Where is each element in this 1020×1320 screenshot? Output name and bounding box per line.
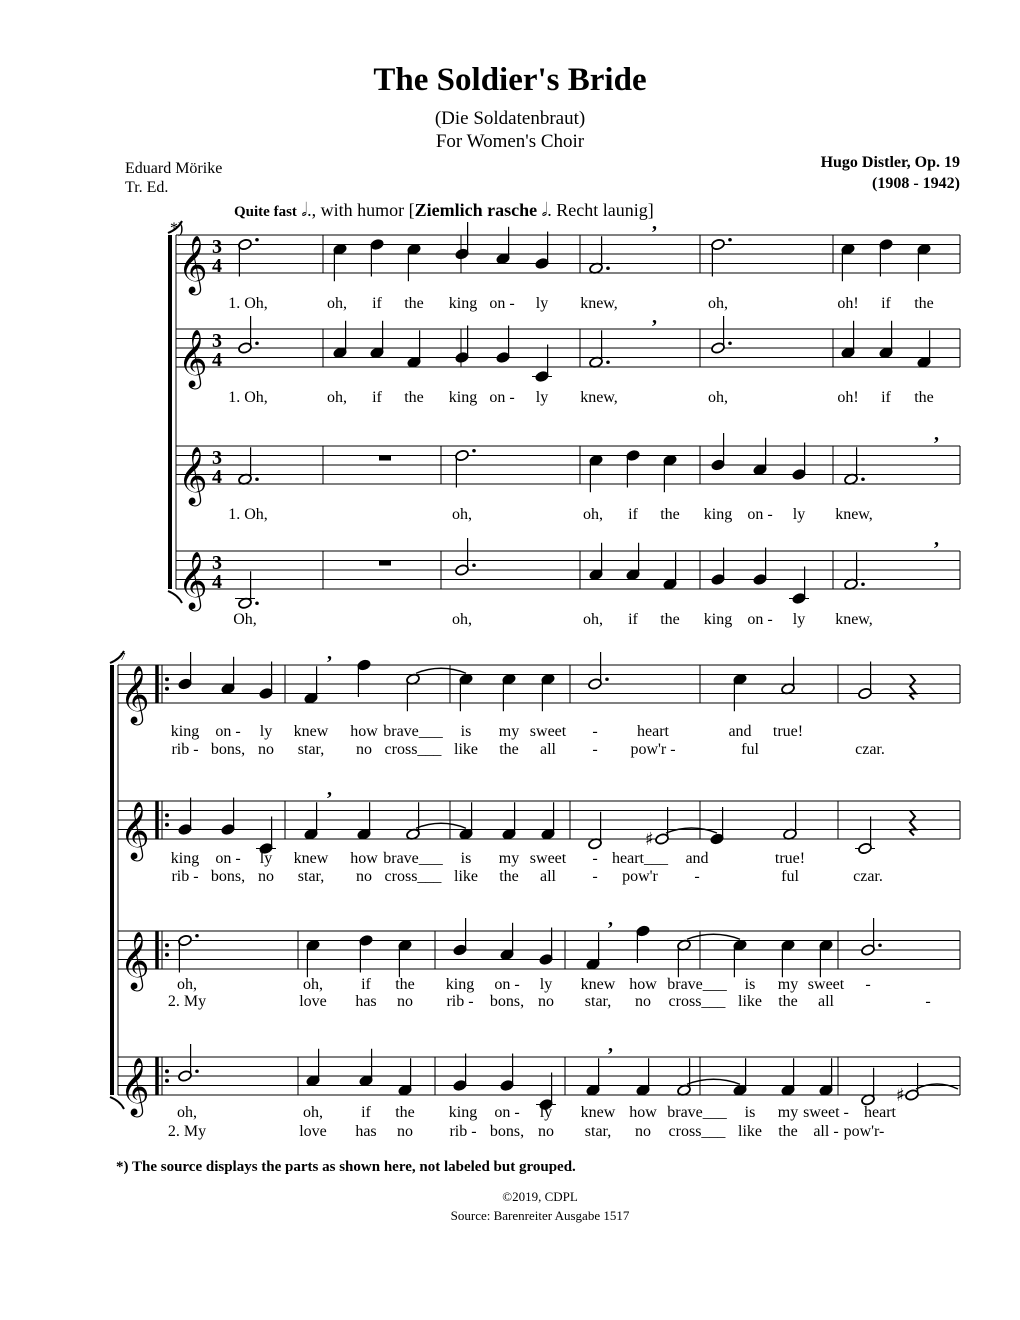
lyric-syllable: my <box>498 723 520 740</box>
lyric-syllable: sweet <box>529 723 567 740</box>
lyric-syllable: the <box>914 389 934 406</box>
measure-number: 7 <box>120 651 126 663</box>
lyric-syllable: cross___ <box>668 993 726 1010</box>
lyric-syllable: is <box>744 976 756 993</box>
half-note-icon: 𝅗𝅥 <box>541 200 548 220</box>
copyright: ©2019, CDPL <box>502 1189 578 1204</box>
lyric-syllable: if <box>372 295 382 312</box>
lyric-syllable: is <box>744 1104 756 1121</box>
lyric-syllable: ly <box>539 1104 553 1121</box>
repeat-dot <box>165 943 169 947</box>
lyric-syllable: oh, <box>327 389 347 406</box>
tempo-english-rest: ., with humor [ <box>307 200 415 220</box>
lyric-syllable: the <box>660 506 680 523</box>
sharp-icon: ♯ <box>645 829 654 850</box>
lyric-syllable: my <box>498 850 520 867</box>
tie <box>687 1079 740 1084</box>
lyric-syllable: on - <box>489 295 515 312</box>
breath-mark-icon: , <box>327 778 332 800</box>
lyric-syllable: rib - <box>171 868 199 885</box>
repeat-dot <box>165 1069 169 1073</box>
lyric-syllable: knew <box>293 723 329 740</box>
lyric-syllable: has <box>355 993 377 1010</box>
augmentation-dot <box>472 563 476 567</box>
lyric-syllable: oh, <box>708 295 728 312</box>
lyric-syllable: king <box>170 850 200 867</box>
lyric-syllable: - <box>925 993 931 1010</box>
lyric-syllable: oh, <box>303 976 323 993</box>
lyric-syllable: ful <box>781 868 799 885</box>
lyric-syllable: no <box>356 741 372 758</box>
lyric-syllable: brave___ <box>667 976 727 993</box>
time-signature-bottom: 4 <box>212 349 222 371</box>
lyric-syllable: oh, <box>177 1104 197 1121</box>
lyric-syllable: - <box>592 741 598 758</box>
lyric-syllable: true! <box>774 850 806 867</box>
repeat-dot <box>165 687 169 691</box>
lyric-syllable: all <box>540 741 556 758</box>
lyric-syllable: no <box>397 1123 413 1140</box>
source-note: Source: Barenreiter Ausgabe 1517 <box>450 1208 630 1223</box>
lyric-syllable: if <box>361 976 371 993</box>
lyric-syllable: heart___ <box>612 850 668 867</box>
lyric-syllable: ly <box>535 295 549 312</box>
treble-clef-icon: 𝄞 <box>178 329 208 387</box>
lyric-syllable: if <box>881 389 891 406</box>
lyric-syllable: knew, <box>835 611 873 628</box>
repeat-dot <box>165 677 169 681</box>
lyric-syllable: knew <box>580 976 616 993</box>
lyric-syllable: 1. Oh, <box>228 506 268 523</box>
quarter-rest-icon <box>910 675 916 700</box>
augmentation-dot <box>255 477 259 481</box>
lyric-syllable: bons, <box>489 993 525 1010</box>
lyric-syllable: the <box>499 741 519 758</box>
time-signature-top: 3 <box>212 236 222 258</box>
time-signature-top: 3 <box>212 447 222 469</box>
lyric-syllable: has <box>355 1123 377 1140</box>
lyric-syllable: how <box>629 976 657 993</box>
lyric-syllable: on - <box>489 389 515 406</box>
lyric-syllable: oh! <box>837 295 859 312</box>
lyric-syllable: knew, <box>835 506 873 523</box>
quarter-rest-icon <box>910 811 916 836</box>
piece-title: The Soldier's Bride <box>373 62 647 98</box>
lyric-syllable: knew <box>580 1104 616 1121</box>
lyric-syllable: pow'r- <box>843 1123 885 1140</box>
lyric-syllable: oh, <box>177 976 197 993</box>
lyric-syllable: king <box>448 295 478 312</box>
lyric-syllable: star, <box>584 993 612 1010</box>
lyric-syllable: oh, <box>583 611 603 628</box>
lyric-syllable: oh, <box>708 389 728 406</box>
lyric-syllable: - <box>694 868 700 885</box>
lyric-syllable: 1. Oh, <box>228 295 268 312</box>
augmentation-dot <box>728 341 732 345</box>
composer-credit: Hugo Distler, Op. 19 <box>820 154 960 171</box>
lyric-syllable: sweet - <box>803 1104 849 1121</box>
lyric-syllable: - <box>592 723 598 740</box>
lyric-syllable: - <box>592 850 598 867</box>
lyric-syllable: all <box>818 993 834 1010</box>
lyric-syllable: oh, <box>583 506 603 523</box>
lyric-syllable: the <box>395 1104 415 1121</box>
lyric-syllable: no <box>635 1123 651 1140</box>
lyric-syllable: pow'r - <box>630 741 676 758</box>
lyric-syllable: like <box>738 1123 762 1140</box>
lyric-syllable: ly <box>539 976 553 993</box>
tempo-english: Quite fast <box>234 204 297 220</box>
treble-clef-icon: 𝄞 <box>178 551 208 609</box>
treble-clef-icon: 𝄞 <box>178 446 208 504</box>
time-signature-bottom: 4 <box>212 571 222 593</box>
lyric-syllable: oh, <box>303 1104 323 1121</box>
lyric-syllable: if <box>628 611 638 628</box>
lyric-syllable: if <box>881 295 891 312</box>
lyric-syllable: oh, <box>452 506 472 523</box>
lyric-syllable: the <box>499 868 519 885</box>
lyric-syllable: the <box>404 295 424 312</box>
footnote-marker: *) <box>170 220 184 237</box>
lyric-syllable: the <box>404 389 424 406</box>
breath-mark-icon: , <box>327 642 332 664</box>
treble-clef-icon: 𝄞 <box>120 665 150 723</box>
lyric-syllable: how <box>350 723 378 740</box>
augmentation-dot <box>861 477 865 481</box>
treble-clef-icon: 𝄞 <box>120 801 150 859</box>
lyric-syllable: pow'r <box>622 868 658 885</box>
lyric-syllable: no <box>258 868 274 885</box>
tie <box>687 934 740 939</box>
lyric-syllable: ly <box>792 611 806 628</box>
lyric-syllable: - <box>592 868 598 885</box>
lyric-syllable: cross___ <box>384 741 442 758</box>
lyric-syllable: the <box>914 295 934 312</box>
breath-mark-icon: , <box>652 212 657 234</box>
lyric-syllable: king <box>448 389 478 406</box>
lyric-syllable: king <box>703 506 733 523</box>
lyric-syllable: on - <box>215 723 241 740</box>
lyric-syllable: ly <box>259 850 273 867</box>
lyric-syllable: no <box>258 741 274 758</box>
lyric-syllable: like <box>738 993 762 1010</box>
lyric-syllable: rib - <box>171 741 199 758</box>
lyric-syllable: bons, <box>210 741 246 758</box>
tie <box>666 828 717 833</box>
footnote: *) The source displays the parts as shown here, not labeled but grouped. <box>116 1159 576 1175</box>
time-signature-top: 3 <box>212 330 222 352</box>
lyric-syllable: oh, <box>327 295 347 312</box>
measure-rest <box>379 561 391 566</box>
lyric-syllable: like <box>454 741 478 758</box>
augmentation-dot <box>472 449 476 453</box>
lyric-syllable: my <box>777 976 799 993</box>
lyric-syllable: ly <box>535 389 549 406</box>
lyric-syllable: knew, <box>580 389 618 406</box>
augmentation-dot <box>728 238 732 242</box>
lyric-syllable: the <box>778 993 798 1010</box>
breath-mark-icon: , <box>934 528 939 550</box>
lyric-syllable: and <box>685 850 709 867</box>
lyric-syllable: rib - <box>449 1123 477 1140</box>
lyric-syllable: ful <box>741 741 759 758</box>
repeat-dot <box>165 813 169 817</box>
augmentation-dot <box>605 677 609 681</box>
lyric-syllable: 2. My <box>167 993 207 1010</box>
measure-rest <box>379 456 391 461</box>
treble-clef-icon: 𝄞 <box>120 1057 150 1115</box>
lyric-syllable: on - <box>747 611 773 628</box>
voicing-subtitle: For Women's Choir <box>435 131 585 152</box>
lyric-syllable: 1. Oh, <box>228 389 268 406</box>
lyric-syllable: all <box>540 868 556 885</box>
lyric-syllable: brave___ <box>383 723 443 740</box>
augmentation-dot <box>255 601 259 605</box>
lyric-syllable: knew, <box>580 295 618 312</box>
treble-clef-icon: 𝄞 <box>120 931 150 989</box>
repeat-dot <box>165 823 169 827</box>
lyric-syllable: is <box>460 723 472 740</box>
lyric-syllable: heart <box>864 1104 896 1121</box>
lyric-syllable: if <box>361 1104 371 1121</box>
breath-mark-icon: , <box>934 423 939 445</box>
sharp-icon: ♯ <box>896 1085 905 1106</box>
lyric-syllable: no <box>356 868 372 885</box>
time-signature-bottom: 4 <box>212 466 222 488</box>
time-signature-top: 3 <box>212 552 222 574</box>
lyric-syllable: how <box>629 1104 657 1121</box>
repeat-dot <box>165 1079 169 1083</box>
lyric-syllable: brave___ <box>667 1104 727 1121</box>
augmentation-dot <box>606 266 610 270</box>
lyric-syllable: czar. <box>853 868 883 885</box>
lyric-syllable: heart <box>637 723 669 740</box>
lyric-syllable: like <box>454 868 478 885</box>
lyric-syllable: rib - <box>446 993 474 1010</box>
lyric-syllable: is <box>460 850 472 867</box>
lyric-syllable: and <box>728 723 752 740</box>
lyric-syllable: star, <box>584 1123 612 1140</box>
augmentation-dot <box>255 341 259 345</box>
lyric-syllable: king <box>170 723 200 740</box>
lyric-syllable: no <box>397 993 413 1010</box>
augmentation-dot <box>195 1069 199 1073</box>
lyric-syllable: on - <box>494 1104 520 1121</box>
lyric-syllable: no <box>538 1123 554 1140</box>
lyric-syllable: love <box>299 1123 327 1140</box>
lyric-syllable: my <box>777 1104 799 1121</box>
lyric-syllable: how <box>350 850 378 867</box>
lyric-syllable: knew <box>293 850 329 867</box>
augmentation-dot <box>195 934 199 938</box>
repeat-dot <box>165 953 169 957</box>
lyric-syllable: star, <box>297 741 325 758</box>
lyric-syllable: sweet <box>807 976 845 993</box>
lyric-syllable: love <box>299 993 327 1010</box>
lyric-syllable: cross___ <box>668 1123 726 1140</box>
breath-mark-icon: , <box>608 1034 613 1056</box>
tie <box>416 668 466 673</box>
lyric-syllable: 2. My <box>167 1123 207 1140</box>
time-signature-bottom: 4 <box>212 255 222 277</box>
lyric-syllable: on - <box>215 850 241 867</box>
lyric-syllable: ly <box>259 723 273 740</box>
translator-credit: Tr. Ed. <box>125 179 169 196</box>
lyric-syllable: cross___ <box>384 868 442 885</box>
breath-mark-icon: , <box>652 306 657 328</box>
tempo-german: Ziemlich rasche <box>414 200 538 220</box>
lyric-syllable: on - <box>747 506 773 523</box>
augmentation-dot <box>861 582 865 586</box>
composer-dates: (1908 - 1942) <box>872 175 960 192</box>
lyric-syllable: brave___ <box>383 850 443 867</box>
lyric-syllable: bons, <box>210 868 246 885</box>
lyric-syllable: on - <box>494 976 520 993</box>
augmentation-dot <box>255 238 259 242</box>
tie <box>916 1084 958 1089</box>
breath-mark-icon: , <box>608 908 613 930</box>
lyric-syllable: czar. <box>855 741 885 758</box>
lyric-syllable: the <box>778 1123 798 1140</box>
lyric-syllable: Oh, <box>233 611 257 628</box>
lyric-syllable: star, <box>297 868 325 885</box>
lyric-syllable: if <box>372 389 382 406</box>
lyric-syllable: all - <box>813 1123 839 1140</box>
lyric-syllable: - <box>865 976 871 993</box>
tempo-german-rest: . Recht launig] <box>547 200 654 220</box>
augmentation-dot <box>606 360 610 364</box>
lyric-syllable: no <box>538 993 554 1010</box>
augmentation-dot <box>878 943 882 947</box>
lyric-syllable: bons, <box>489 1123 525 1140</box>
notation-layer <box>110 212 960 1140</box>
lyric-syllable: oh! <box>837 389 859 406</box>
lyric-syllable: true! <box>772 723 804 740</box>
lyric-syllable: ly <box>792 506 806 523</box>
piece-subtitle: (Die Soldatenbraut) <box>434 108 586 129</box>
lyric-syllable: the <box>395 976 415 993</box>
lyric-syllable: king <box>448 1104 478 1121</box>
lyric-syllable: oh, <box>452 611 472 628</box>
lyric-syllable: if <box>628 506 638 523</box>
lyric-syllable: sweet <box>529 850 567 867</box>
treble-clef-icon: 𝄞 <box>178 235 208 293</box>
lyric-syllable: king <box>703 611 733 628</box>
half-note-icon: 𝅗𝅥 <box>301 200 308 220</box>
tie <box>416 823 466 828</box>
lyric-syllable: the <box>660 611 680 628</box>
lyric-syllable: no <box>635 993 651 1010</box>
lyric-syllable: king <box>445 976 475 993</box>
poet-credit: Eduard Mörike <box>125 160 223 177</box>
